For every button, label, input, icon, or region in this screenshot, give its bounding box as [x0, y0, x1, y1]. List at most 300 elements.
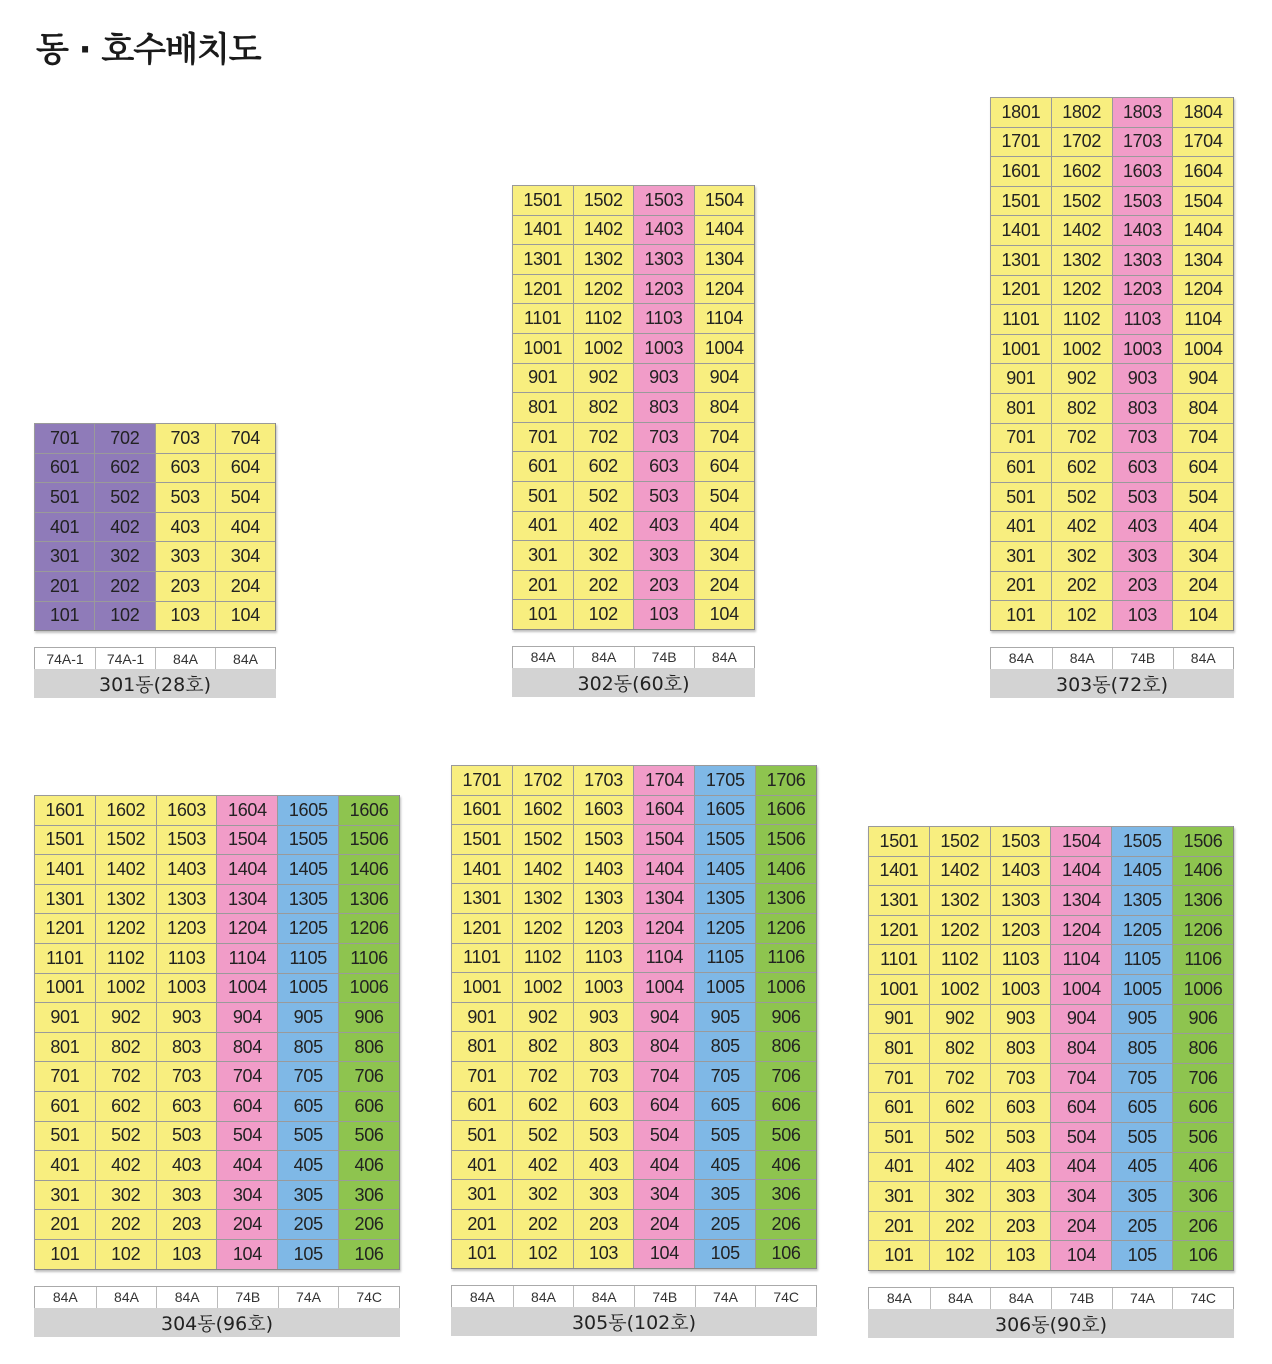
- unit-cell: 304: [694, 540, 755, 570]
- unit-cell: 401: [868, 1152, 929, 1182]
- unit-cell: 702: [95, 1061, 156, 1091]
- unit-cell: 1401: [451, 854, 512, 884]
- unit-cell: 1102: [95, 943, 156, 973]
- unit-cell: 902: [1051, 363, 1112, 393]
- unit-cell: 704: [694, 422, 755, 452]
- unit-cell: 1104: [1050, 944, 1111, 974]
- unit-cell: 1503: [990, 826, 1051, 856]
- unit-type-label: 74A-1: [95, 648, 155, 669]
- unit-cell: 402: [95, 1150, 156, 1180]
- unit-cell: 402: [1051, 511, 1112, 541]
- unit-cell: 1502: [95, 825, 156, 855]
- unit-cell: 303: [633, 540, 694, 570]
- unit-cell: 1303: [990, 885, 1051, 915]
- unit-cell: 1303: [573, 883, 634, 913]
- unit-cell: 1601: [451, 795, 512, 825]
- unit-cell: 505: [277, 1121, 338, 1151]
- unit-cell: 905: [277, 1002, 338, 1032]
- unit-cell: 1504: [1050, 826, 1111, 856]
- unit-type-label: 74C: [1172, 1288, 1233, 1309]
- unit-cell: 1004: [633, 972, 694, 1002]
- unit-type-label: 74A: [695, 1286, 756, 1307]
- unit-cell: 1706: [755, 765, 816, 795]
- unit-cell: 1105: [694, 943, 755, 973]
- unit-cell: 1306: [1172, 885, 1233, 915]
- unit-cell: 203: [155, 571, 215, 601]
- unit-cell: 105: [277, 1239, 338, 1269]
- unit-cell: 701: [34, 423, 94, 453]
- unit-cell: 601: [34, 453, 94, 483]
- unit-type-label: 74C: [755, 1286, 816, 1307]
- unit-cell: 1406: [338, 854, 399, 884]
- unit-cell: 203: [990, 1211, 1051, 1241]
- unit-cell: 1705: [694, 765, 755, 795]
- unit-cell: 1703: [1112, 127, 1173, 157]
- unit-cell: 204: [694, 570, 755, 600]
- unit-cell: 604: [1172, 452, 1233, 482]
- unit-cell: 402: [929, 1152, 990, 1182]
- unit-cell: 404: [633, 1150, 694, 1180]
- unit-cell: 1206: [338, 913, 399, 943]
- unit-cell: 903: [156, 1002, 217, 1032]
- unit-cell: 1203: [1112, 275, 1173, 305]
- unit-cell: 601: [990, 452, 1051, 482]
- unit-cell: 1701: [451, 765, 512, 795]
- unit-cell: 102: [512, 1239, 573, 1269]
- unit-cell: 505: [1111, 1122, 1172, 1152]
- unit-cell: 1204: [1172, 275, 1233, 305]
- unit-cell: 503: [990, 1122, 1051, 1152]
- unit-cell: 803: [573, 1031, 634, 1061]
- unit-cell: 502: [1051, 482, 1112, 512]
- unit-cell: 104: [216, 1239, 277, 1269]
- unit-cell: 1201: [512, 274, 573, 304]
- unit-cell: 1005: [277, 973, 338, 1003]
- unit-cell: 404: [216, 1150, 277, 1180]
- unit-cell: 204: [1050, 1211, 1111, 1241]
- unit-cell: 101: [34, 1239, 95, 1269]
- page-title: 동 · 호수배치도: [36, 30, 261, 70]
- unit-cell: 902: [512, 1002, 573, 1032]
- unit-cell: 201: [451, 1209, 512, 1239]
- unit-cell: 301: [34, 1180, 95, 1210]
- unit-cell: 1104: [694, 303, 755, 333]
- unit-cell: 1104: [633, 943, 694, 973]
- unit-cell: 905: [1111, 1004, 1172, 1034]
- unit-cell: 1002: [573, 333, 634, 363]
- unit-cell: 1304: [633, 883, 694, 913]
- unit-cell: 402: [512, 1150, 573, 1180]
- unit-cell: 1404: [694, 215, 755, 245]
- unit-type-label: 74C: [338, 1287, 399, 1308]
- unit-cell: 906: [338, 1002, 399, 1032]
- unit-cell: 1001: [34, 973, 95, 1003]
- unit-cell: 1202: [573, 274, 634, 304]
- unit-cell: 806: [338, 1032, 399, 1062]
- unit-cell: 804: [1172, 393, 1233, 423]
- unit-cell: 403: [990, 1152, 1051, 1182]
- unit-cell: 503: [156, 1121, 217, 1151]
- building-302: [512, 185, 755, 697]
- unit-cell: 1002: [512, 972, 573, 1002]
- unit-type-label: 84A: [155, 648, 215, 669]
- unit-cell: 1304: [1050, 885, 1111, 915]
- unit-cell: 304: [216, 1180, 277, 1210]
- unit-type-label: 74B: [634, 1286, 695, 1307]
- unit-cell: 1003: [1112, 334, 1173, 364]
- unit-cell: 604: [633, 1091, 694, 1121]
- unit-cell: 404: [215, 512, 275, 542]
- unit-type-label: 84A: [886, 1290, 912, 1307]
- unit-cell: 902: [929, 1004, 990, 1034]
- unit-cell: 606: [755, 1091, 816, 1121]
- unit-cell: 902: [573, 363, 634, 393]
- unit-cell: 804: [633, 1031, 694, 1061]
- unit-cell: 404: [1050, 1152, 1111, 1182]
- unit-cell: 1201: [451, 913, 512, 943]
- unit-cell: 803: [990, 1033, 1051, 1063]
- unit-cell: 1101: [451, 943, 512, 973]
- unit-cell: 1305: [1111, 885, 1172, 915]
- unit-cell: 1001: [512, 333, 573, 363]
- unit-type-label: 84A: [990, 1288, 1051, 1309]
- unit-cell: 1601: [34, 795, 95, 825]
- unit-cell: 1606: [755, 795, 816, 825]
- unit-cell: 706: [755, 1061, 816, 1091]
- unit-cell: 306: [338, 1180, 399, 1210]
- unit-cell: 1205: [277, 913, 338, 943]
- unit-cell: 205: [277, 1209, 338, 1239]
- unit-cell: 1102: [1051, 304, 1112, 334]
- unit-cell: 1103: [573, 943, 634, 973]
- unit-cell: 604: [694, 451, 755, 481]
- unit-cell: 404: [694, 511, 755, 541]
- unit-cell: 202: [1051, 571, 1112, 601]
- unit-cell: 603: [573, 1091, 634, 1121]
- unit-cell: 403: [155, 512, 215, 542]
- unit-cell: 1202: [512, 913, 573, 943]
- unit-cell: 901: [451, 1002, 512, 1032]
- unit-cell: 104: [694, 599, 755, 629]
- unit-cell: 702: [573, 422, 634, 452]
- unit-type-label: 84A: [930, 1288, 991, 1309]
- unit-cell: 705: [277, 1061, 338, 1091]
- building-305: [451, 765, 817, 1336]
- unit-cell: 1403: [633, 215, 694, 245]
- unit-cell: 1302: [929, 885, 990, 915]
- unit-cell: 1304: [1172, 245, 1233, 275]
- unit-cell: 705: [694, 1061, 755, 1091]
- unit-cell: 1204: [216, 913, 277, 943]
- unit-cell: 304: [1050, 1181, 1111, 1211]
- unit-cell: 602: [94, 453, 154, 483]
- unit-cell: 1301: [451, 883, 512, 913]
- unit-type-label: 74B: [1051, 1288, 1112, 1309]
- unit-cell: 501: [990, 482, 1051, 512]
- unit-cell: 705: [1111, 1063, 1172, 1093]
- unit-cell: 1301: [990, 245, 1051, 275]
- unit-cell: 803: [156, 1032, 217, 1062]
- unit-cell: 102: [929, 1240, 990, 1270]
- unit-cell: 805: [694, 1031, 755, 1061]
- unit-cell: 1401: [990, 215, 1051, 245]
- unit-cell: 1506: [338, 825, 399, 855]
- unit-cell: 804: [1050, 1033, 1111, 1063]
- unit-cell: 1404: [633, 854, 694, 884]
- unit-cell: 1405: [277, 854, 338, 884]
- unit-cell: 1605: [694, 795, 755, 825]
- unit-type-label: 84A: [1008, 650, 1034, 667]
- unit-cell: 802: [512, 1031, 573, 1061]
- unit-cell: 1606: [338, 795, 399, 825]
- unit-cell: 701: [868, 1063, 929, 1093]
- unit-cell: 906: [755, 1002, 816, 1032]
- unit-cell: 706: [338, 1061, 399, 1091]
- unit-cell: 302: [573, 540, 634, 570]
- unit-cell: 1202: [1051, 275, 1112, 305]
- unit-cell: 501: [868, 1122, 929, 1152]
- unit-cell: 204: [216, 1209, 277, 1239]
- unit-type-label: 84A: [215, 648, 275, 669]
- unit-cell: 803: [1112, 393, 1173, 423]
- unit-cell: 1105: [1111, 944, 1172, 974]
- unit-cell: 1602: [512, 795, 573, 825]
- unit-cell: 205: [1111, 1211, 1172, 1241]
- unit-cell: 703: [990, 1063, 1051, 1093]
- unit-cell: 1501: [868, 826, 929, 856]
- unit-cell: 301: [451, 1179, 512, 1209]
- unit-cell: 1702: [1051, 127, 1112, 157]
- unit-cell: 602: [512, 1091, 573, 1121]
- unit-type-label: 74B: [217, 1287, 278, 1308]
- unit-cell: 402: [573, 511, 634, 541]
- unit-cell: 1403: [156, 854, 217, 884]
- unit-cell: 101: [868, 1240, 929, 1270]
- unit-cell: 202: [573, 570, 634, 600]
- unit-cell: 702: [512, 1061, 573, 1091]
- unit-cell: 301: [868, 1181, 929, 1211]
- unit-cell: 1405: [694, 854, 755, 884]
- unit-cell: 1703: [573, 765, 634, 795]
- unit-cell: 903: [990, 1004, 1051, 1034]
- unit-type-label: 74A: [278, 1287, 339, 1308]
- unit-cell: 904: [1172, 363, 1233, 393]
- unit-grid: [512, 185, 755, 630]
- unit-cell: 506: [1172, 1122, 1233, 1152]
- unit-cell: 601: [868, 1092, 929, 1122]
- unit-cell: 502: [95, 1121, 156, 1151]
- unit-cell: 305: [277, 1180, 338, 1210]
- unit-cell: 1402: [95, 854, 156, 884]
- unit-cell: 1004: [216, 973, 277, 1003]
- unit-cell: 704: [216, 1061, 277, 1091]
- unit-cell: 1504: [216, 825, 277, 855]
- unit-cell: 1104: [216, 943, 277, 973]
- unit-cell: 1403: [990, 856, 1051, 886]
- unit-cell: 302: [512, 1179, 573, 1209]
- unit-cell: 1603: [156, 795, 217, 825]
- unit-cell: 1502: [1051, 186, 1112, 216]
- unit-cell: 901: [868, 1004, 929, 1034]
- unit-cell: 503: [633, 481, 694, 511]
- building-301: [34, 423, 276, 698]
- unit-cell: 703: [573, 1061, 634, 1091]
- unit-cell: 604: [216, 1091, 277, 1121]
- unit-cell: 103: [990, 1240, 1051, 1270]
- unit-cell: 1604: [216, 795, 277, 825]
- unit-cell: 1704: [633, 765, 694, 795]
- unit-cell: 406: [338, 1150, 399, 1180]
- unit-cell: 1302: [95, 884, 156, 914]
- unit-cell: 1404: [1050, 856, 1111, 886]
- unit-cell: 1504: [633, 824, 694, 854]
- unit-cell: 1006: [338, 973, 399, 1003]
- unit-cell: 1505: [277, 825, 338, 855]
- unit-cell: 1506: [755, 824, 816, 854]
- unit-cell: 603: [633, 451, 694, 481]
- unit-cell: 1702: [512, 765, 573, 795]
- unit-cell: 206: [338, 1209, 399, 1239]
- unit-cell: 204: [633, 1209, 694, 1239]
- unit-cell: 503: [155, 482, 215, 512]
- unit-cell: 804: [216, 1032, 277, 1062]
- unit-cell: 203: [1112, 571, 1173, 601]
- unit-cell: 102: [94, 601, 154, 631]
- unit-cell: 602: [929, 1092, 990, 1122]
- unit-cell: 403: [633, 511, 694, 541]
- unit-cell: 904: [1050, 1004, 1111, 1034]
- building-label: 306동(90호): [868, 1309, 1234, 1338]
- unit-cell: 505: [694, 1120, 755, 1150]
- unit-cell: 703: [1112, 423, 1173, 453]
- unit-cell: 1406: [1172, 856, 1233, 886]
- unit-cell: 1305: [277, 884, 338, 914]
- unit-cell: 906: [1172, 1004, 1233, 1034]
- unit-cell: 604: [215, 453, 275, 483]
- unit-cell: 601: [451, 1091, 512, 1121]
- unit-type-row: [34, 647, 276, 669]
- unit-cell: 103: [156, 1239, 217, 1269]
- unit-cell: 1103: [156, 943, 217, 973]
- unit-cell: 1103: [633, 303, 694, 333]
- unit-cell: 1001: [451, 972, 512, 1002]
- unit-cell: 805: [1111, 1033, 1172, 1063]
- unit-cell: 1005: [1111, 974, 1172, 1004]
- unit-cell: 304: [1172, 541, 1233, 571]
- unit-cell: 601: [512, 451, 573, 481]
- unit-cell: 203: [573, 1209, 634, 1239]
- unit-cell: 702: [94, 423, 154, 453]
- unit-cell: 104: [215, 601, 275, 631]
- unit-cell: 201: [34, 571, 94, 601]
- unit-cell: 202: [512, 1209, 573, 1239]
- unit-cell: 606: [338, 1091, 399, 1121]
- unit-cell: 303: [990, 1181, 1051, 1211]
- unit-cell: 1006: [755, 972, 816, 1002]
- unit-cell: 404: [1172, 511, 1233, 541]
- unit-cell: 802: [929, 1033, 990, 1063]
- unit-cell: 105: [1111, 1240, 1172, 1270]
- unit-type-label: 74B: [634, 647, 694, 668]
- unit-cell: 202: [94, 571, 154, 601]
- unit-type-row: [451, 1285, 817, 1307]
- unit-cell: 703: [155, 423, 215, 453]
- unit-cell: 1101: [34, 943, 95, 973]
- unit-cell: 1503: [156, 825, 217, 855]
- unit-cell: 303: [1112, 541, 1173, 571]
- unit-cell: 605: [1111, 1092, 1172, 1122]
- unit-cell: 306: [1172, 1181, 1233, 1211]
- unit-cell: 902: [95, 1002, 156, 1032]
- unit-cell: 1203: [573, 913, 634, 943]
- unit-cell: 802: [1051, 393, 1112, 423]
- unit-cell: 1102: [573, 303, 634, 333]
- unit-type-label: 84A: [573, 647, 633, 668]
- unit-cell: 302: [929, 1181, 990, 1211]
- unit-cell: 504: [694, 481, 755, 511]
- unit-cell: 706: [1172, 1063, 1233, 1093]
- unit-cell: 704: [633, 1061, 694, 1091]
- unit-cell: 1501: [512, 185, 573, 215]
- unit-cell: 806: [755, 1031, 816, 1061]
- unit-cell: 504: [1050, 1122, 1111, 1152]
- unit-cell: 1402: [512, 854, 573, 884]
- unit-cell: 104: [1172, 600, 1233, 630]
- unit-cell: 102: [1051, 600, 1112, 630]
- unit-cell: 1403: [1112, 215, 1173, 245]
- unit-cell: 504: [215, 482, 275, 512]
- unit-cell: 1005: [694, 972, 755, 1002]
- unit-cell: 1401: [34, 854, 95, 884]
- unit-cell: 1206: [755, 913, 816, 943]
- unit-cell: 801: [990, 393, 1051, 423]
- unit-cell: 506: [755, 1120, 816, 1150]
- unit-cell: 1101: [512, 303, 573, 333]
- unit-cell: 802: [573, 392, 634, 422]
- unit-cell: 502: [573, 481, 634, 511]
- unit-cell: 1601: [990, 156, 1051, 186]
- unit-cell: 403: [156, 1150, 217, 1180]
- unit-type-label: 74A: [1112, 1288, 1173, 1309]
- unit-cell: 602: [95, 1091, 156, 1121]
- unit-cell: 1303: [633, 244, 694, 274]
- unit-cell: 803: [633, 392, 694, 422]
- unit-cell: 605: [694, 1091, 755, 1121]
- unit-type-label: 84A: [530, 649, 556, 666]
- unit-cell: 303: [155, 541, 215, 571]
- unit-cell: 1802: [1051, 97, 1112, 127]
- unit-type-row: [512, 646, 755, 668]
- unit-cell: 301: [990, 541, 1051, 571]
- unit-cell: 1304: [694, 244, 755, 274]
- unit-cell: 1302: [512, 883, 573, 913]
- unit-cell: 1201: [868, 915, 929, 945]
- unit-cell: 405: [694, 1150, 755, 1180]
- unit-cell: 501: [34, 1121, 95, 1151]
- unit-cell: 1504: [1172, 186, 1233, 216]
- unit-cell: 701: [512, 422, 573, 452]
- unit-cell: 106: [755, 1239, 816, 1269]
- unit-cell: 701: [451, 1061, 512, 1091]
- unit-cell: 703: [156, 1061, 217, 1091]
- unit-type-row: [990, 647, 1234, 669]
- unit-cell: 1301: [512, 244, 573, 274]
- unit-cell: 904: [633, 1002, 694, 1032]
- building-label: 303동(72호): [990, 669, 1234, 698]
- unit-cell: 905: [694, 1002, 755, 1032]
- unit-cell: 104: [633, 1239, 694, 1269]
- unit-cell: 504: [633, 1120, 694, 1150]
